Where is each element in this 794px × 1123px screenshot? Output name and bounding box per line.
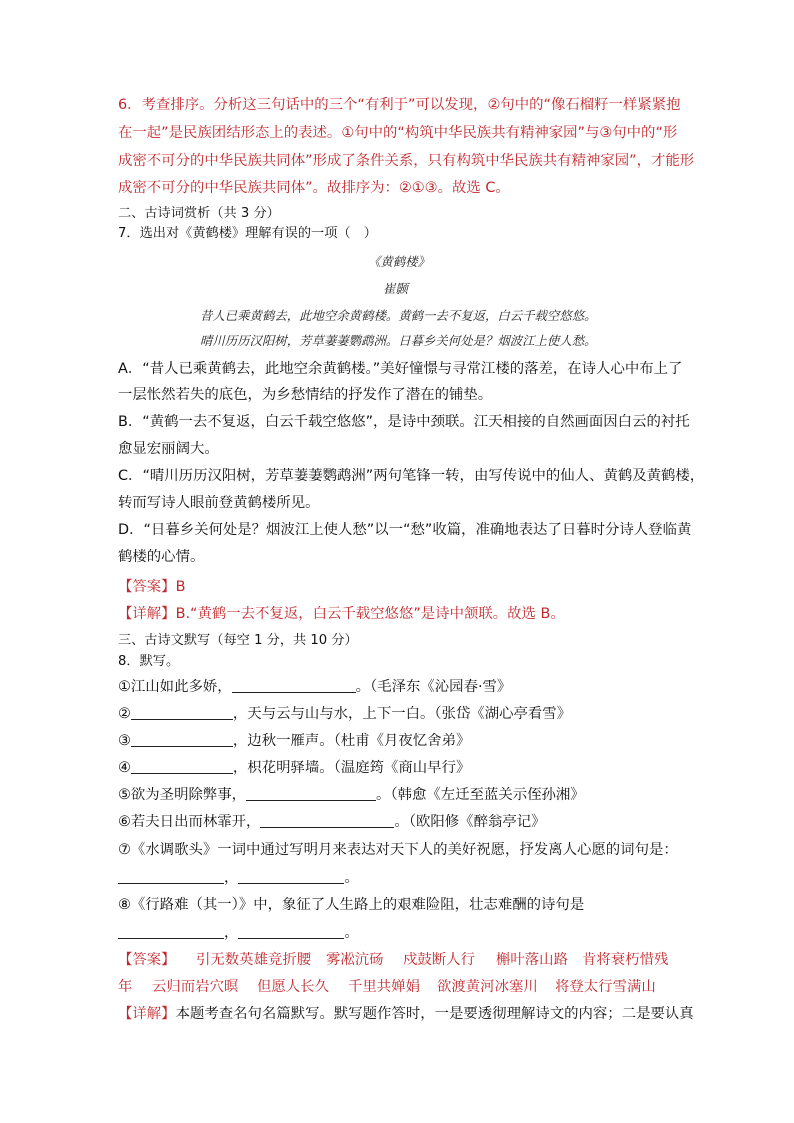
- q7-option-a-line-2: 一层怅然若失的底色，为乡愁情结的抒发作了潜在的铺垫。: [118, 387, 493, 403]
- q6-line-1: 6．考查排序。分析这三句话中的三个“有利于”可以发现，②句中的“像石榴籽一样紧紧抱: [118, 97, 681, 113]
- section-heading-poetry: 二、古诗词赏析（共 3 分）: [118, 206, 280, 221]
- q8-item-7-blanks: [118, 868, 359, 888]
- q8-detail-text: 本题考查名句名篇默写。默写题作答时，一是要透彻理解诗文的内容；二是要认真: [175, 1006, 694, 1022]
- q8-item-7-comma: ，: [224, 870, 239, 886]
- q8-stem: 8．默写。: [118, 654, 180, 669]
- q6-line-3: 成密不可分的中华民族共同体”形成了条件关系，只有构筑中华民族共有精神家园”，才能形: [118, 153, 695, 169]
- q8-item-3-suffix: ，边秋一雁声。（杜甫《月夜忆舍弟》: [232, 733, 471, 749]
- q7-detail: [118, 604, 565, 624]
- q8-item-8-blank-1[interactable]: [118, 924, 224, 939]
- q8-answer-9: 欲渡黄河冰塞川: [437, 979, 538, 995]
- q8-item-4: [118, 758, 470, 778]
- q7-option-d-line-1: D．“日暮乡关何处是？烟波江上使人愁”以一“愁”收篇，准确地表达了日暮时分诗人登临黄: [118, 522, 692, 538]
- q8-item-2-blank[interactable]: [131, 705, 233, 720]
- q8-item-1: [118, 677, 511, 697]
- q7-option-c-line-1: C．“晴川历历汉阳树，芳草萋萋鹦鹉洲”两句笔锋一转，由写传说中的仙人、黄鹤及黄鹤楼，: [118, 468, 705, 484]
- q8-item-7: ⑦《水调歌头》一词中通过写明月来表达对天下人的美好祝愿，抒发离人心愿的词句是：: [118, 842, 678, 858]
- q8-item-6-suffix: 。（欧阳修《醉翁亭记》: [394, 814, 546, 830]
- q8-answer-7: 但愿人长久: [257, 979, 329, 995]
- q8-item-3-prefix: ③: [118, 733, 131, 749]
- q7-option-d-line-2: 鹤楼的心情。: [118, 549, 205, 565]
- q8-detail-label: 【详解】: [118, 1006, 176, 1022]
- q7-option-b-line-2: 愈显宏丽阔大。: [118, 441, 219, 457]
- q7-answer-value: B: [175, 579, 186, 595]
- poem-title: 《黄鹤楼》: [368, 254, 430, 269]
- q7-detail-text: B.“黄鹤一去不复返，白云千载空悠悠”是诗中颔联。故选 B。: [175, 606, 565, 622]
- q7-option-b-line-1: B．“黄鹤一去不复返，白云千载空悠悠”，是诗中颈联。江天相接的自然画面因白云的衬托: [118, 414, 690, 430]
- q8-item-2: [118, 704, 571, 724]
- q7-option-c-line-2: 转而写诗人眼前登黄鹤楼所见。: [118, 495, 320, 511]
- q6-line-2: 在一起”是民族团结形态上的表述。①句中的“构筑中华民族共有精神家园”与③句中的“形: [118, 125, 678, 141]
- q8-item-4-suffix: ，枳花明驿墙。（温庭筠《商山早行》: [232, 760, 471, 776]
- q8-item-5-suffix: 。（韩愈《左迁至蓝关示侄孙湘》: [376, 787, 585, 803]
- q8-answer-8: 千里共婵娟: [348, 979, 420, 995]
- q8-item-7-blank-2[interactable]: [238, 869, 344, 884]
- q8-item-1-prefix: ①江山如此多娇，: [118, 679, 232, 695]
- q8-answer-5: 肯将衰朽惜残: [582, 952, 669, 968]
- q8-item-7-period: 。: [344, 870, 359, 886]
- q8-item-4-prefix: ④: [118, 760, 131, 776]
- q8-answer-5-cont: 年: [118, 979, 133, 995]
- q8-item-7-blank-1[interactable]: [118, 869, 224, 884]
- poem-line-1: 昔人已乘黄鹤去，此地空余黄鹤楼。黄鹤一去不复返，白云千载空悠悠。: [200, 308, 597, 323]
- q8-item-1-suffix: 。（毛泽东《沁园春·雪》: [355, 679, 512, 695]
- q8-item-4-blank[interactable]: [131, 759, 233, 774]
- q8-item-5-blank[interactable]: [246, 786, 376, 801]
- q7-answer-label: 【答案】: [118, 579, 176, 595]
- q8-answer-1: 引无数英雄竞折腰: [196, 952, 312, 968]
- q8-item-6-blank[interactable]: [260, 813, 394, 828]
- poem-line-2: 晴川历历汉阳树，芳草萋萋鹦鹉洲。日暮乡关何处是？烟波江上使人愁。: [200, 333, 597, 348]
- q8-item-8-period: 。: [344, 925, 359, 941]
- q7-detail-label: 【详解】: [118, 606, 176, 622]
- q8-item-2-prefix: ②: [118, 706, 131, 722]
- q7-answer: [118, 577, 185, 597]
- q8-item-2-suffix: ，天与云与山与水，上下一白。（张岱《湖心亭看雪》: [232, 706, 572, 722]
- q8-item-1-blank[interactable]: [232, 678, 356, 693]
- poem-author: 崔颢: [383, 281, 408, 296]
- q8-item-6-prefix: ⑥若夫日出而林霏开，: [118, 814, 261, 830]
- q7-stem: 7．选出对《黄鹤楼》理解有误的一项（ ）: [118, 226, 377, 241]
- q8-answer-2: 雾凇沆砀: [326, 952, 384, 968]
- q8-answer-4: 槲叶落山路: [496, 952, 568, 968]
- q8-item-8-comma: ，: [224, 925, 239, 941]
- q8-item-8-blank-2[interactable]: [238, 924, 344, 939]
- q8-item-8-blanks: [118, 923, 359, 943]
- q8-answer-label: 【答案】: [118, 952, 176, 968]
- q8-item-6: [118, 812, 546, 832]
- q8-answer-6: 云归而岩穴暝: [152, 979, 239, 995]
- q8-item-3-blank[interactable]: [131, 732, 233, 747]
- q8-item-5-prefix: ⑤欲为圣明除弊事，: [118, 787, 247, 803]
- q7-option-a-line-1: A．“昔人已乘黄鹤去，此地空余黄鹤楼。”美好憧憬与寻常江楼的落差，在诗人心中布上了: [118, 361, 683, 377]
- q6-line-4: 成密不可分的中华民族共同体”。故排序为：②①③。故选 C。: [118, 180, 510, 196]
- q8-answer-3: 戍鼓断人行: [403, 952, 475, 968]
- q8-detail: [118, 1004, 694, 1024]
- section-heading-dictation: 三、古诗文默写（每空 1 分，共 10 分）: [118, 633, 358, 648]
- q8-item-5: [118, 785, 585, 805]
- q8-answer-10: 将登太行雪满山: [555, 979, 656, 995]
- q8-item-3: [118, 731, 470, 751]
- q8-item-8: ⑧《行路难（其一）》中，象征了人生路上的艰难险阻，壮志难酬的诗句是: [118, 897, 585, 913]
